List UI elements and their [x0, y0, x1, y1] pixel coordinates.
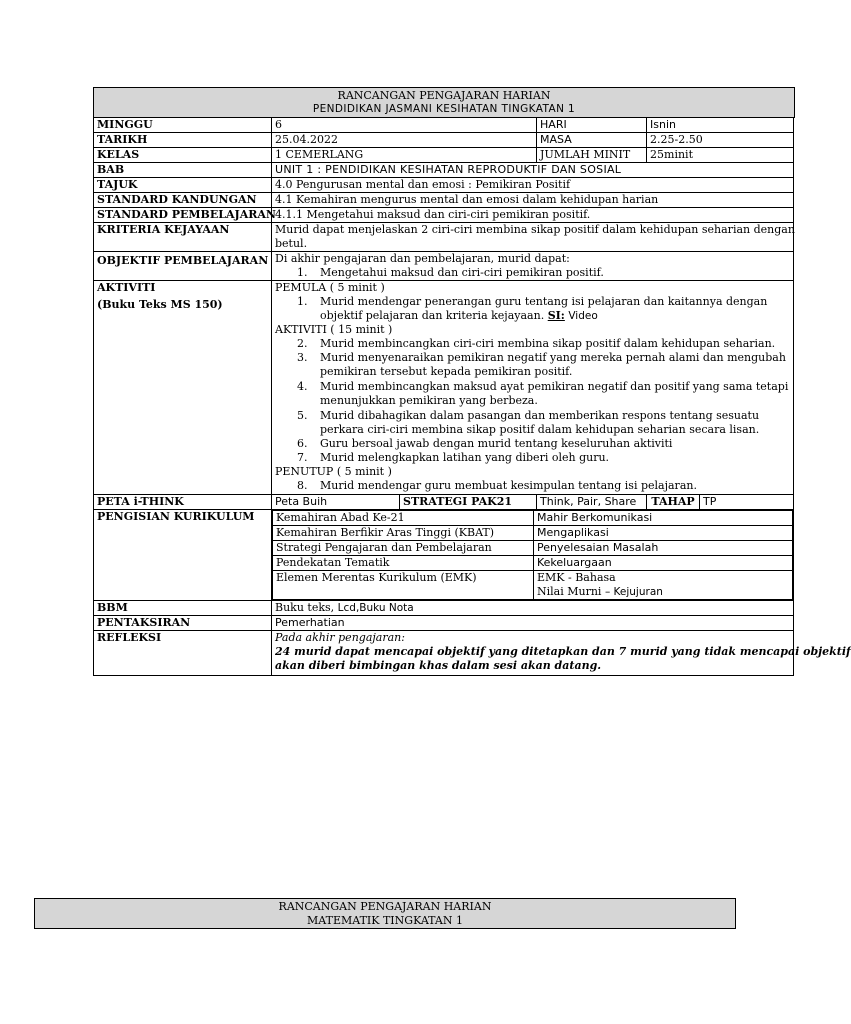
row-pengisian-kurikulum — [94, 510, 794, 601]
row-objektif — [94, 252, 794, 281]
label-aktiviti-cell — [94, 281, 272, 495]
table-row — [273, 541, 793, 556]
row-kriteria-kejayaan — [94, 223, 794, 252]
value-peta-ithink: Peta Buih — [272, 495, 400, 510]
doc2-header — [34, 898, 736, 929]
value-standard-kandungan: 4.1 Kemahiran mengurus mental dan emosi dalam kehidupan harian — [272, 193, 794, 208]
list-item: 6. Guru bersoal jawab dengan murid tentang keseluruhan aktiviti — [297, 437, 673, 450]
row-tarikh — [94, 133, 794, 148]
label-buku-teks: (Buku Teks MS 150) — [97, 298, 223, 311]
kurikulum-key: Kemahiran Abad Ke-21 — [273, 511, 534, 526]
list-item: 3. Murid menyenaraikan pemikiran negatif yang mereka pernah alami dan mengubah pemikiran tersebut kepada pemikiran positif. — [297, 351, 786, 378]
list-item: 7. Murid melengkapkan latihan yang diberi oleh guru. — [297, 451, 610, 464]
table-row — [273, 526, 793, 541]
label-tajuk: TAJUK — [94, 178, 272, 193]
kurikulum-value: EMK - Bahasa Nilai Murni – Kejujuran — [534, 571, 793, 600]
value-bab: UNIT 1 : PENDIDIKAN KESIHATAN REPRODUKTIF DAN SOSIAL — [272, 163, 794, 178]
label-standard-pembelajaran: STANDARD PEMBELAJARAN — [94, 208, 272, 223]
row-tajuk — [94, 178, 794, 193]
kurikulum-key: Pendekatan Tematik — [273, 556, 534, 571]
value-hari: Isnin — [647, 118, 794, 133]
doc2-title: RANCANGAN PENGAJARAN HARIAN — [278, 900, 492, 913]
list-item: 8. Murid mendengar guru membuat kesimpulan tentang isi pelajaran. — [297, 479, 697, 492]
label-hari: HARI — [537, 118, 647, 133]
row-minggu — [94, 118, 794, 133]
doc2-subtitle: MATEMATIK TINGKATAN 1 — [307, 914, 463, 927]
kurikulum-table — [272, 510, 793, 600]
doc1-header — [93, 87, 795, 118]
value-tajuk: 4.0 Pengurusan mental dan emosi : Pemikiran Positif — [272, 178, 794, 193]
value-tahap: TP — [700, 495, 794, 510]
row-refleksi — [94, 631, 794, 676]
value-kriteria-kejayaan — [272, 223, 794, 252]
label-refleksi: REFLEKSI — [94, 631, 272, 676]
kurikulum-key: Elemen Merentas Kurikulum (EMK) — [273, 571, 534, 600]
si-value: Video — [568, 310, 598, 322]
kurikulum-value: Kekeluargaan — [534, 556, 793, 571]
value-standard-pembelajaran: 4.1.1 Mengetahui maksud dan ciri-ciri pemikiran positif. — [272, 208, 794, 223]
row-standard-pembelajaran — [94, 208, 794, 223]
value-pentaksiran: Pemerhatian — [272, 616, 794, 631]
value-minggu: 6 — [272, 118, 537, 133]
value-refleksi: Pada akhir pengajaran: 24 murid dapat mencapai objektif yang ditetapkan dan 7 murid yang tidak mencapai objektif akan diberi bimbingan khas dalam sesi akan datang. — [272, 631, 794, 676]
value-masa: 2.25-2.50 — [647, 133, 794, 148]
label-kelas: KELAS — [94, 148, 272, 163]
si-label: SI: — [547, 309, 565, 322]
objektif-list — [275, 266, 790, 280]
label-pentaksiran: PENTAKSIRAN — [94, 616, 272, 631]
label-objektif: OBJEKTIF PEMBELAJARAN — [94, 252, 272, 281]
label-kriteria-kejayaan: KRITERIA KEJAYAAN — [94, 223, 272, 252]
value-tarikh: 25.04.2022 — [272, 133, 537, 148]
label-tahap: TAHAP — [647, 495, 700, 510]
penutup-heading: PENUTUP ( 5 minit ) — [275, 465, 392, 478]
label-bbm: BBM — [94, 601, 272, 616]
kurikulum-value: Penyelesaian Masalah — [534, 541, 793, 556]
value-pengisian-kurikulum — [272, 510, 794, 601]
lesson-plan-table — [93, 117, 851, 676]
doc1-title: RANCANGAN PENGAJARAN HARIAN — [337, 89, 551, 102]
row-bbm — [94, 601, 794, 616]
kurikulum-value: Mahir Berkomunikasi — [534, 511, 793, 526]
list-item: 1. Murid mendengar penerangan guru tentang isi pelajaran dan kaitannya dengan objektif pelajaran dan kriteria kejayaan. SI: Video — [297, 295, 768, 322]
label-minggu: MINGGU — [94, 118, 272, 133]
label-pengisian-kurikulum: PENGISIAN KURIKULUM — [94, 510, 272, 601]
table-row — [273, 511, 793, 526]
objektif-intro: Di akhir pengajaran dan pembelajaran, murid dapat: — [275, 252, 570, 265]
kriteria-line-2: betul. — [275, 237, 308, 250]
table-row — [273, 571, 793, 600]
value-objektif — [272, 252, 794, 281]
row-peta-ithink — [94, 495, 794, 510]
value-aktiviti — [272, 281, 794, 495]
value-jumlah-minit: 25minit — [647, 148, 794, 163]
list-item: 4. Murid membincangkan maksud ayat pemikiran negatif dan positif yang sama tetapi menunjukkan pemikiran yang berbeza. — [297, 380, 789, 407]
list-item: 2. Murid membincangkan ciri-ciri membina sikap positif dalam kehidupan seharian. — [297, 337, 776, 350]
label-bab: BAB — [94, 163, 272, 178]
list-item: 1. Mengetahui maksud dan ciri-ciri pemikiran positif. — [297, 266, 604, 279]
kurikulum-key: Kemahiran Berfikir Aras Tinggi (KBAT) — [273, 526, 534, 541]
row-aktiviti — [94, 281, 794, 495]
aktiviti-heading: AKTIVITI ( 15 minit ) — [275, 323, 393, 336]
table-row — [273, 556, 793, 571]
row-bab — [94, 163, 794, 178]
value-bbm: Buku teks, Lcd,Buku Nota — [272, 601, 794, 616]
kriteria-line-1: Murid dapat menjelaskan 2 ciri-ciri membina sikap positif dalam kehidupan seharian dengan — [275, 223, 795, 236]
label-masa: MASA — [537, 133, 647, 148]
value-strategi-pak21: Think, Pair, Share — [537, 495, 647, 510]
label-strategi-pak21: STRATEGI PAK21 — [400, 495, 537, 510]
row-standard-kandungan — [94, 193, 794, 208]
kurikulum-key: Strategi Pengajaran dan Pembelajaran — [273, 541, 534, 556]
list-item: 5. Murid dibahagikan dalam pasangan dan memberikan respons tentang sesuatu perkara ciri-ciri membina sikap positif dalam kehidupan seharian secara lisan. — [297, 409, 760, 436]
doc1-subtitle: PENDIDIKAN JASMANI KESIHATAN TINGKATAN 1 — [312, 103, 576, 115]
label-jumlah-minit: JUMLAH MINIT — [537, 148, 647, 163]
pemula-heading: PEMULA ( 5 minit ) — [275, 281, 385, 294]
row-kelas — [94, 148, 794, 163]
label-tarikh: TARIKH — [94, 133, 272, 148]
label-aktiviti: AKTIVITI — [97, 281, 156, 294]
value-kelas: 1 CEMERLANG — [272, 148, 537, 163]
label-standard-kandungan: STANDARD KANDUNGAN — [94, 193, 272, 208]
row-pentaksiran — [94, 616, 794, 631]
label-peta-ithink: PETA i-THINK — [94, 495, 272, 510]
kurikulum-value: Mengaplikasi — [534, 526, 793, 541]
